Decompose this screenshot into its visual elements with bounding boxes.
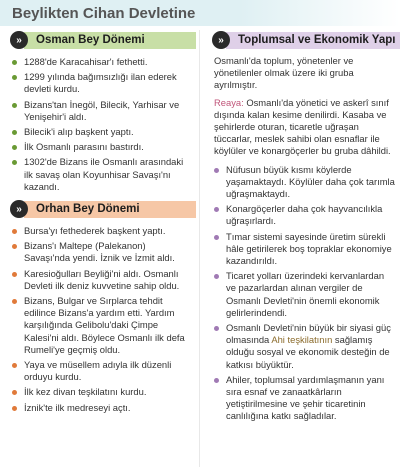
osman-list: [0, 50, 196, 193]
left-column: [0, 30, 196, 417]
list-item: Nüfusun büyük kısmı köylerde yaşamaktaydı. Köylüler daha çok tarımla uğraşmaktaydı.: [212, 164, 396, 201]
double-chevron-right-icon: »: [10, 200, 28, 218]
orhan-list: [0, 219, 196, 414]
osman-header: [0, 30, 196, 50]
osman-title: Osman Bey Dönemi: [24, 32, 196, 49]
orhan-title: Orhan Bey Dönemi: [24, 201, 196, 218]
list-item: Bizans, Bulgar ve Sırplarca tehdit edilince Bizans'a yardım etti. Yardım karşılığında Gelibolu'daki Çimpe Kalesi'ni aldı. Böylece Osmanlı ilk defa Rumeli'ye geçmiş oldu.: [10, 295, 192, 356]
list-item: İlk Osmanlı parasını bastırdı.: [10, 141, 192, 153]
reaya-text: [202, 92, 400, 158]
list-item: Ahiler, toplumsal yardımlaşmanın yanı sıra esnaf ve zanaatkârların yetiştirilmesine ve şehir ticaretinin canlılığına katkı sağladılar.: [212, 374, 396, 423]
toplumsal-title: Toplumsal ve Ekonomik Yapı: [226, 32, 400, 49]
reaya-label: Reaya:: [214, 96, 244, 108]
list-item: Ticaret yolları üzerindeki kervanlardan ve pazarlardan alınan vergiler de Osmanlı Devleti'nin önemli ekonomik gelirlerindendi.: [212, 270, 396, 319]
list-item: Bilecik'i alıp başkent yaptı.: [10, 126, 192, 138]
reaya-body: Osmanlı'da yönetici ve askerî sınıf dışında kalan kesime denilirdi. Kasaba ve şehirlerde oturan, ticaretle uğraşan tüccarlar, meslek sahibi olan esnaflar ile köylüler ve konargöçerler bu gruba dâhildi.: [214, 96, 391, 157]
list-item: 1302'de Bizans ile Osmanlı arasındaki ilk savaş olan Koyunhisar Savaşı'nı kazandı.: [10, 156, 192, 193]
list-item-ahi: [212, 322, 396, 371]
list-item: Bizans'tan İnegöl, Bilecik, Yarhisar ve Yenişehir'i aldı.: [10, 99, 192, 123]
double-chevron-right-icon: »: [212, 31, 230, 49]
list-item: Bizans'ı Maltepe (Palekanon) Savaşı'nda yendi. İznik ve İzmit aldı.: [10, 240, 192, 264]
list-item: İznik'te ilk medreseyi açtı.: [10, 402, 192, 414]
list-item: İlk kez divan teşkilatını kurdu.: [10, 386, 192, 398]
list-item: Yaya ve müsellem adıyla ilk düzenli orduyu kurdu.: [10, 359, 192, 383]
ahi-post: sağlamış olduğu sosyal ve ekonomik desteğin de katkısı büyüktür.: [226, 334, 390, 370]
right-column: [202, 30, 400, 426]
list-item: Karesioğulları Beyliği'ni aldı. Osmanlı Devleti ilk deniz kuvvetine sahip oldu.: [10, 268, 192, 292]
orhan-header: [0, 199, 196, 219]
list-item: Bursa'yı fethederek başkent yaptı.: [10, 225, 192, 237]
ahi-pre: Osmanlı Devleti'nin büyük bir siyasi güç olmasında: [226, 322, 391, 346]
list-item: 1288'de Karacahisar'ı fethetti.: [10, 56, 192, 68]
list-item: Konargöçerler daha çok hayvancılıkla uğraşırlardı.: [212, 203, 396, 227]
ahi-label: Ahi teşkilatının: [271, 334, 333, 346]
double-chevron-right-icon: »: [10, 31, 28, 49]
page-title: Beylikten Cihan Devletine: [0, 0, 400, 26]
toplumsal-list: [202, 158, 400, 423]
column-divider: [199, 30, 200, 467]
intro-text: Osmanlı'da toplum, yönetenler ve yönetilenler olmak üzere iki gruba ayrılmıştır.: [214, 55, 354, 91]
toplumsal-header: [202, 30, 400, 50]
list-item: Tımar sistemi sayesinde üretim sürekli hâle getirilerek boş topraklar ekonomiye kazandırıldı.: [212, 231, 396, 268]
list-item: 1299 yılında bağımsızlığı ilan ederek devleti kurdu.: [10, 71, 192, 95]
